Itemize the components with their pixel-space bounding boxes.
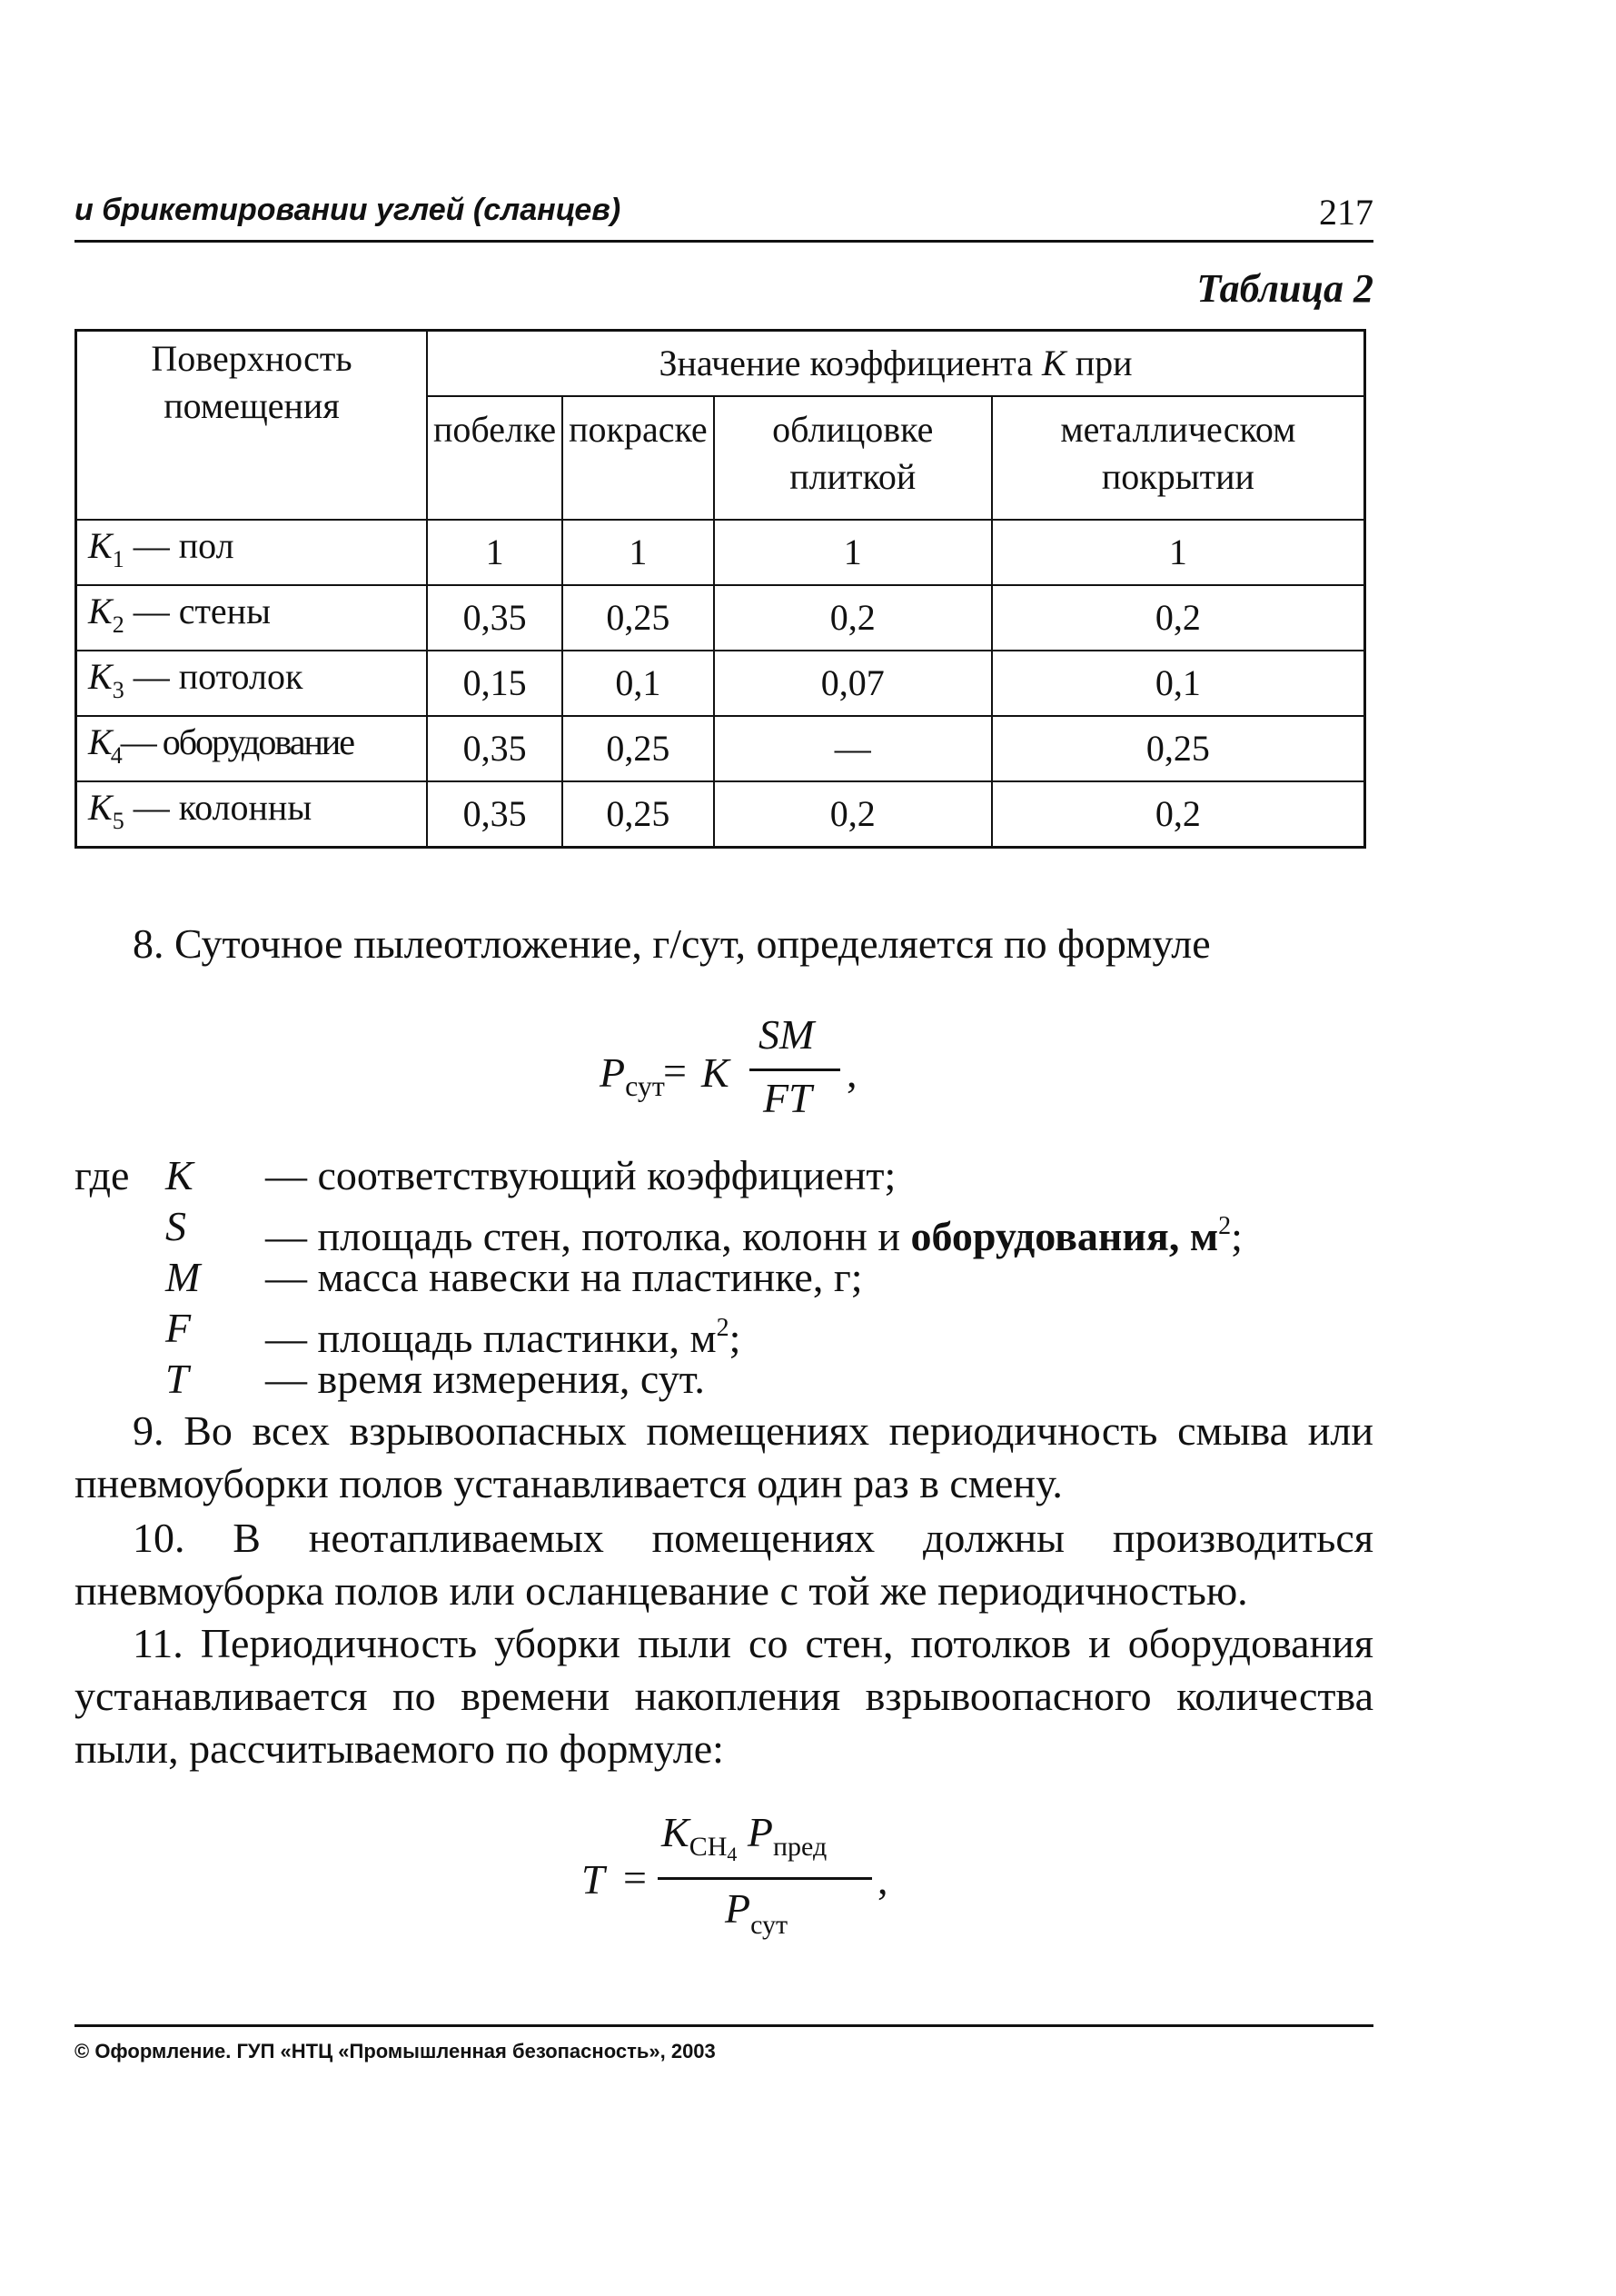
row-label: $K_5$ — колонны (76, 781, 428, 848)
table-row (76, 520, 1365, 585)
table-cell: 0,25 (562, 716, 714, 781)
table-row (76, 716, 1365, 781)
definition-symbol: T (165, 1356, 189, 1402)
definition-text: — время измерения, сут. (265, 1356, 705, 1402)
definition-symbol: F (165, 1305, 192, 1351)
coefficient-table (74, 329, 1366, 849)
table-cell: 1 (992, 520, 1365, 585)
paragraph-9: 9. Во всех взрывоопасных помещениях периодичность смыва или пневмоуборки полов устанавливается один раз в смену. (74, 1407, 1373, 1506)
definition-text: — площадь пластинки, $м^2$; (265, 1314, 741, 1361)
column-header-metal: металлическом покрытии (992, 396, 1365, 520)
formula1-numerator: SM (758, 1011, 815, 1058)
running-header (74, 189, 1373, 243)
table-cell: 0,2 (992, 585, 1365, 651)
row-label: $K_3$ — потолок (76, 651, 428, 716)
row-label: $K_1$ — пол (76, 520, 428, 585)
table-cell: 0,2 (714, 585, 992, 651)
formula2-comma: , (877, 1856, 888, 1903)
column-header-surface: Поверхность помещения (76, 331, 428, 521)
table-cell: 0,25 (562, 781, 714, 848)
table-row (76, 585, 1365, 651)
row-label: $K_2$ — стены (76, 585, 428, 651)
formula1-comma: , (847, 1049, 858, 1096)
running-title: и брикетировании углей (сланцев) (74, 193, 621, 227)
paragraph-10: 10. В неотапливаемых помещениях должны производиться пневмоуборка полов или осланцевание с той же периодичностью. (74, 1515, 1373, 1614)
table-cell: 0,25 (992, 716, 1365, 781)
paragraph-11: 11. Периодичность уборки пыли со стен, потолков и оборудования устанавливается по времени накопления взрывоопасного количества пыли, рассчитываемого по формуле: (74, 1620, 1373, 1772)
definition-text: — площадь стен, потолка, колонн и оборудования, $м^2$; (265, 1212, 1243, 1259)
table-cell: 0,1 (992, 651, 1365, 716)
table-cell: 0,2 (714, 781, 992, 848)
table-cell: 1 (427, 520, 562, 585)
table-cell: 0,2 (992, 781, 1365, 848)
table-cell: 0,07 (714, 651, 992, 716)
formula-daily-dust (600, 1010, 890, 1128)
formula2-numerator: $K_{CH_4}$ $P_{пред}$ (661, 1809, 828, 1865)
table-row (76, 651, 1365, 716)
formula1-lhs: $P_{сут}$ (600, 1049, 665, 1102)
paragraph-8: 8. Суточное пылеотложение, г/сут, определяется по формуле (133, 920, 1211, 967)
column-header-tile: облицовке плиткой (714, 396, 992, 520)
table-cell: 0,15 (427, 651, 562, 716)
table-cell: 0,1 (562, 651, 714, 716)
row-label: $K_4—$ оборудование (76, 716, 428, 781)
table-cell: 0,35 (427, 585, 562, 651)
table-cell: 0,25 (562, 585, 714, 651)
definition-symbol: K (165, 1152, 193, 1198)
table-caption: Таблица 2 (1196, 266, 1373, 311)
formula-cleaning-period (572, 1808, 899, 1953)
formula2-fraction-bar (658, 1877, 872, 1880)
definition-text: — масса навески на пластинке, г; (265, 1254, 863, 1300)
column-header-group: Значение коэффициента K при (427, 331, 1365, 397)
table-cell: 1 (562, 520, 714, 585)
copyright-footer: © Оформление. ГУП «НТЦ «Промышленная безопасность», 2003 (74, 2024, 1373, 2063)
formula1-equals: = (663, 1048, 687, 1094)
formula2-equals: = (623, 1854, 647, 1901)
formula2-denominator: $P_{сут}$ (725, 1885, 788, 1940)
formula1-fraction-bar (749, 1068, 840, 1071)
definition-symbol: S (165, 1203, 186, 1249)
table-row (76, 781, 1365, 848)
formula1-k: K (701, 1049, 729, 1096)
table-cell: 0,35 (427, 716, 562, 781)
column-header-whitewash: побелке (427, 396, 562, 520)
page-number: 217 (1319, 192, 1373, 233)
table-cell: — (714, 716, 992, 781)
where-label: где (74, 1152, 130, 1198)
definition-symbol: M (165, 1254, 201, 1300)
table-cell: 1 (714, 520, 992, 585)
formula1-denominator: FT (763, 1075, 812, 1121)
formula2-lhs: T (581, 1856, 605, 1903)
table-cell: 0,35 (427, 781, 562, 848)
definition-text: — соответствующий коэффициент; (265, 1152, 897, 1198)
column-header-paint: покраске (562, 396, 714, 520)
